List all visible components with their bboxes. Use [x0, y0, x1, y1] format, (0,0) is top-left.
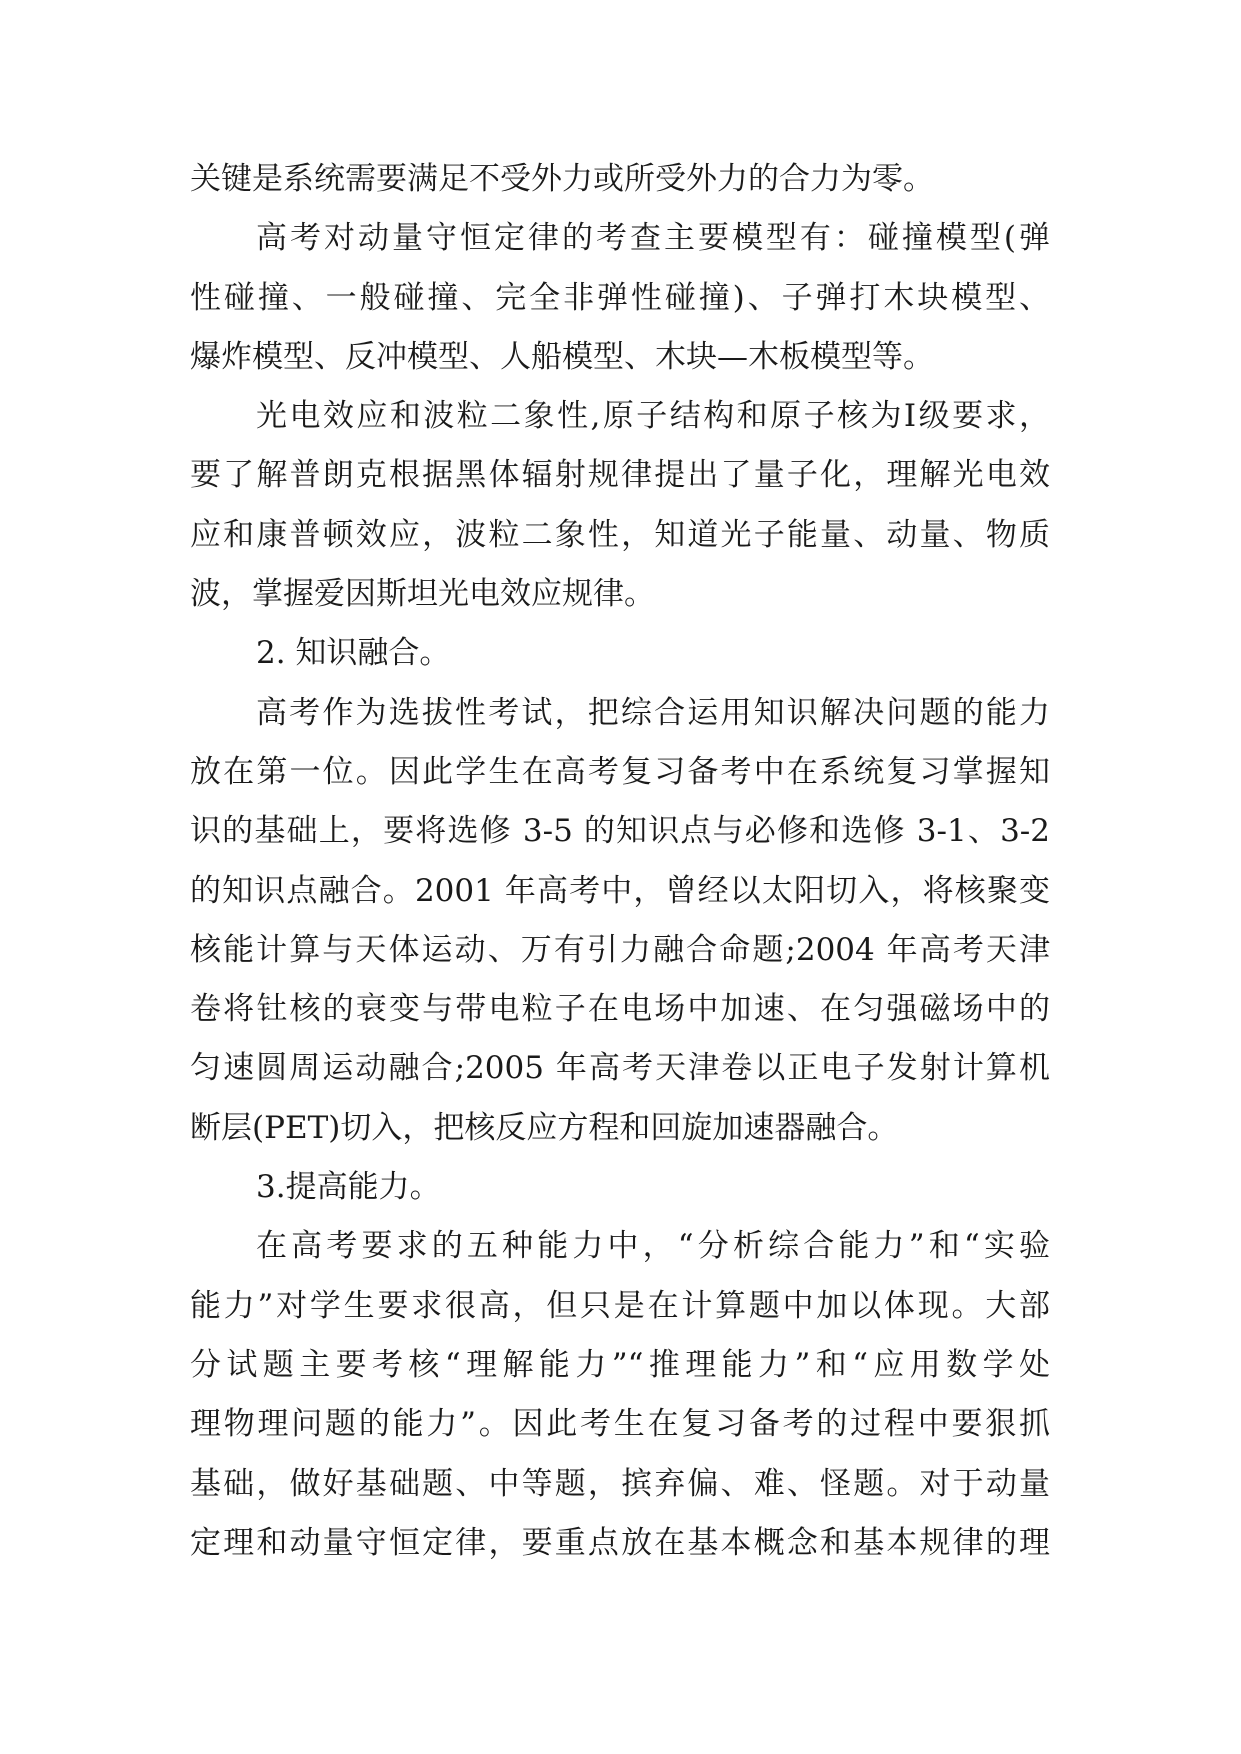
body-text: [190, 150, 1050, 1573]
text-line: 高考作为选拔性考试，把综合运用知识解决问题的能力: [256, 694, 1050, 731]
text-line: 断层(PET)切入，把核反应方程和回旋加速器融合。: [190, 1109, 899, 1146]
text-line: 光电效应和波粒二象性,原子结构和原子核为Ⅰ级要求，: [256, 398, 1050, 435]
text-line: 能力”对学生要求很高，但只是在计算题中加以体现。大部: [190, 1287, 1050, 1324]
text-line: 性碰撞、一般碰撞、完全非弹性碰撞)、子弹打木块模型、: [190, 279, 1050, 316]
text-line: 识的基础上，要将选修 3-5 的知识点与必修和选修 3-1、3-2: [190, 813, 1050, 850]
text-line: 波，掌握爱因斯坦光电效应规律。: [190, 576, 655, 613]
text-line: 的知识点融合。2001 年高考中，曾经以太阳切入，将核聚变: [190, 872, 1050, 909]
text-line: 要了解普朗克根据黑体辐射规律提出了量子化，理解光电效: [190, 457, 1050, 494]
text-line: 3.提高能力。: [256, 1169, 441, 1206]
text-line: 匀速圆周运动融合;2005 年高考天津卷以正电子发射计算机: [190, 1050, 1050, 1087]
text-line: 分试题主要考核“理解能力”“推理能力”和“应用数学处: [190, 1346, 1050, 1383]
text-line: 核能计算与天体运动、万有引力融合命题;2004 年高考天津: [190, 931, 1050, 968]
text-line: 2. 知识融合。: [256, 635, 451, 672]
text-line: 卷将钍核的衰变与带电粒子在电场中加速、在匀强磁场中的: [190, 991, 1050, 1028]
text-line: 高考对动量守恒定律的考查主要模型有：碰撞模型(弹: [256, 220, 1050, 257]
text-line: 理物理问题的能力”。因此考生在复习备考的过程中要狠抓: [190, 1406, 1050, 1443]
text-line: 爆炸模型、反冲模型、人船模型、木块—木板模型等。: [190, 338, 934, 375]
text-line: 定理和动量守恒定律，要重点放在基本概念和基本规律的理: [190, 1524, 1050, 1561]
text-line: 应和康普顿效应，波粒二象性，知道光子能量、动量、物质: [190, 516, 1050, 553]
text-line: 关键是系统需要满足不受外力或所受外力的合力为零。: [190, 161, 934, 197]
text-line: 在高考要求的五种能力中，“分析综合能力”和“实验: [256, 1228, 1050, 1265]
text-line: 放在第一位。因此学生在高考复习备考中在系统复习掌握知: [190, 753, 1050, 790]
text-line: 基础，做好基础题、中等题，摈弃偏、难、怪题。对于动量: [190, 1465, 1050, 1502]
